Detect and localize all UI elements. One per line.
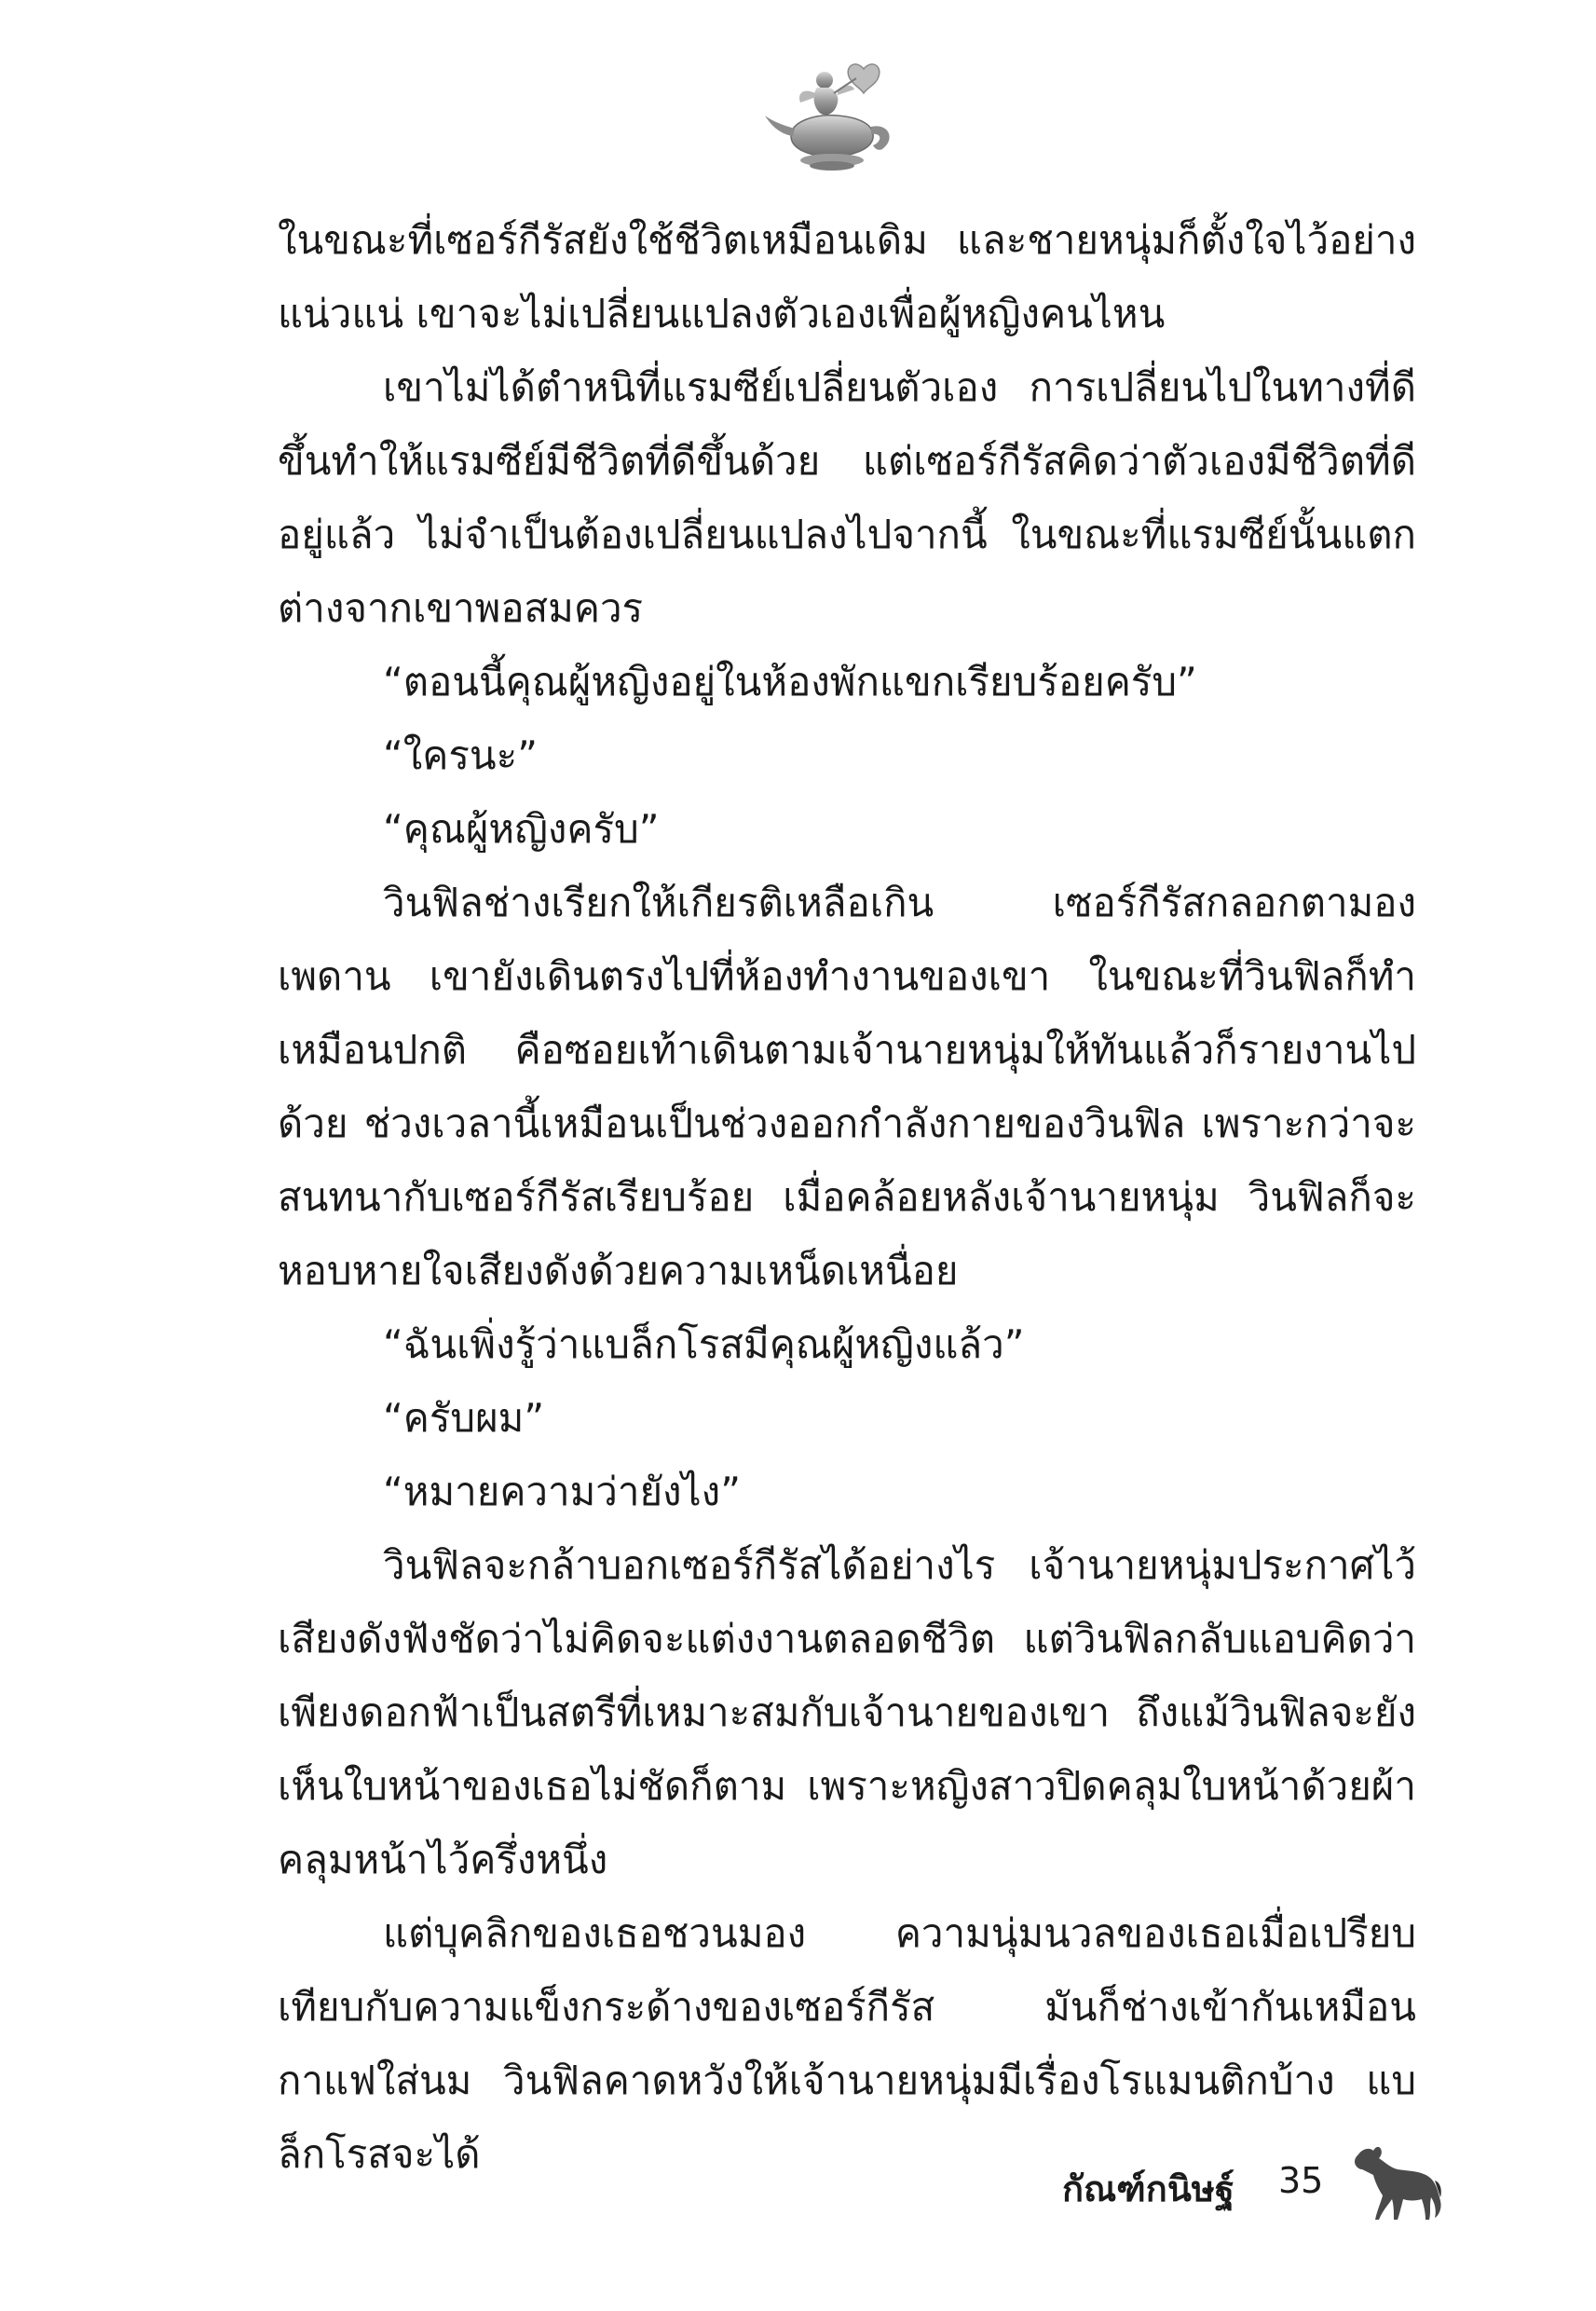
cupid-teapot-ornament-icon [759, 56, 908, 177]
dialogue-line-4: “ฉันเพิ่งรู้ว่าแบล็กโรสมีคุณผู้หญิงแล้ว” [383, 1321, 1025, 1367]
page-footer [1062, 2143, 1453, 2227]
page-number: 35 [1278, 2160, 1324, 2201]
book-title: กัณฑ์กนิษฐ์ [1062, 2168, 1235, 2209]
dialogue-line-3: “คุณผู้หญิงครับ” [383, 806, 660, 852]
dialogue-line-6: “หมายความว่ายังไง” [383, 1469, 741, 1514]
horse-icon [1342, 2143, 1444, 2222]
paragraph-2: เขาไม่ได้ตำหนิที่แรมซีย์เปลี่ยนตัวเอง การเปลี่ยนไปในทางที่ดีขึ้นทำให้แรมซีย์มีชีวิตที่ดีขึ้นด้วย แต่เซอร์กีรัสคิดว่าตัวเองมีชีวิตที่ดีอยู่แล้ว ไม่จำเป็นต้องเปลี่ยนแปลงไปจากนี้ ในขณะที่แรมซีย์นั้นแตกต่างจากเขาพอสมควร [278, 364, 1416, 631]
dialogue-line-5: “ครับผม” [383, 1395, 545, 1441]
paragraph-3: วินฟิลช่างเรียกให้เกียรติเหลือเกิน เซอร์กีรัสกลอกตามองเพดาน เขายังเดินตรงไปที่ห้องทำงานของเขา ในขณะที่วินฟิลก็ทำเหมือนปกติ คือซอยเท้าเดินตามเจ้านายหนุ่มให้ทันแล้วก็รายงานไปด้วย ช่วงเวลานี้เหมือนเป็นช่วงออกกำลังกายของวินฟิล เพราะกว่าจะสนทนากับเซอร์กีรัสเรียบร้อย เมื่อคล้อยหลังเจ้านายหนุ่ม วินฟิลก็จะหอบหายใจเสียงดังด้วยความเหน็ดเหนื่อย [278, 880, 1416, 1293]
dialogue-line-2: “ใครนะ” [383, 732, 538, 778]
paragraph-4: วินฟิลจะกล้าบอกเซอร์กีรัสได้อย่างไร เจ้านายหนุ่มประกาศไว้เสียงดังฟังชัดว่าไม่คิดจะแต่งงานตลอดชีวิต แต่วินฟิลกลับแอบคิดว่าเพียงดอกฟ้าเป็นสตรีที่เหมาะสมกับเจ้านายของเขา ถึงแม้วินฟิลจะยังเห็นใบหน้าของเธอไม่ชัดก็ตาม เพราะหญิงสาวปิดคลุมใบหน้าด้วยผ้าคลุมหน้าไว้ครึ่งหนึ่ง [278, 1542, 1416, 1882]
paragraph-1: ในขณะที่เซอร์กีรัสยังใช้ชีวิตเหมือนเดิม และชายหนุ่มก็ตั้งใจไว้อย่างแน่วแน่ เขาจะไม่เปลี่ยนแปลงตัวเองเพื่อผู้หญิงคนไหน [278, 217, 1416, 336]
body-text [278, 203, 1416, 2191]
dialogue-line-1: “ตอนนี้คุณผู้หญิงอยู่ในห้องพักแขกเรียบร้อยครับ” [383, 659, 1197, 704]
paragraph-5: แต่บุคลิกของเธอชวนมอง ความนุ่มนวลของเธอเมื่อเปรียบเทียบกับความแข็งกระด้างของเซอร์กีรัส มันก็ช่างเข้ากันเหมือนกาแฟใส่นม วินฟิลคาดหวังให้เจ้านายหนุ่มมีเรื่องโรแมนติกบ้าง แบล็กโรสจะได้ [278, 1910, 1416, 2177]
